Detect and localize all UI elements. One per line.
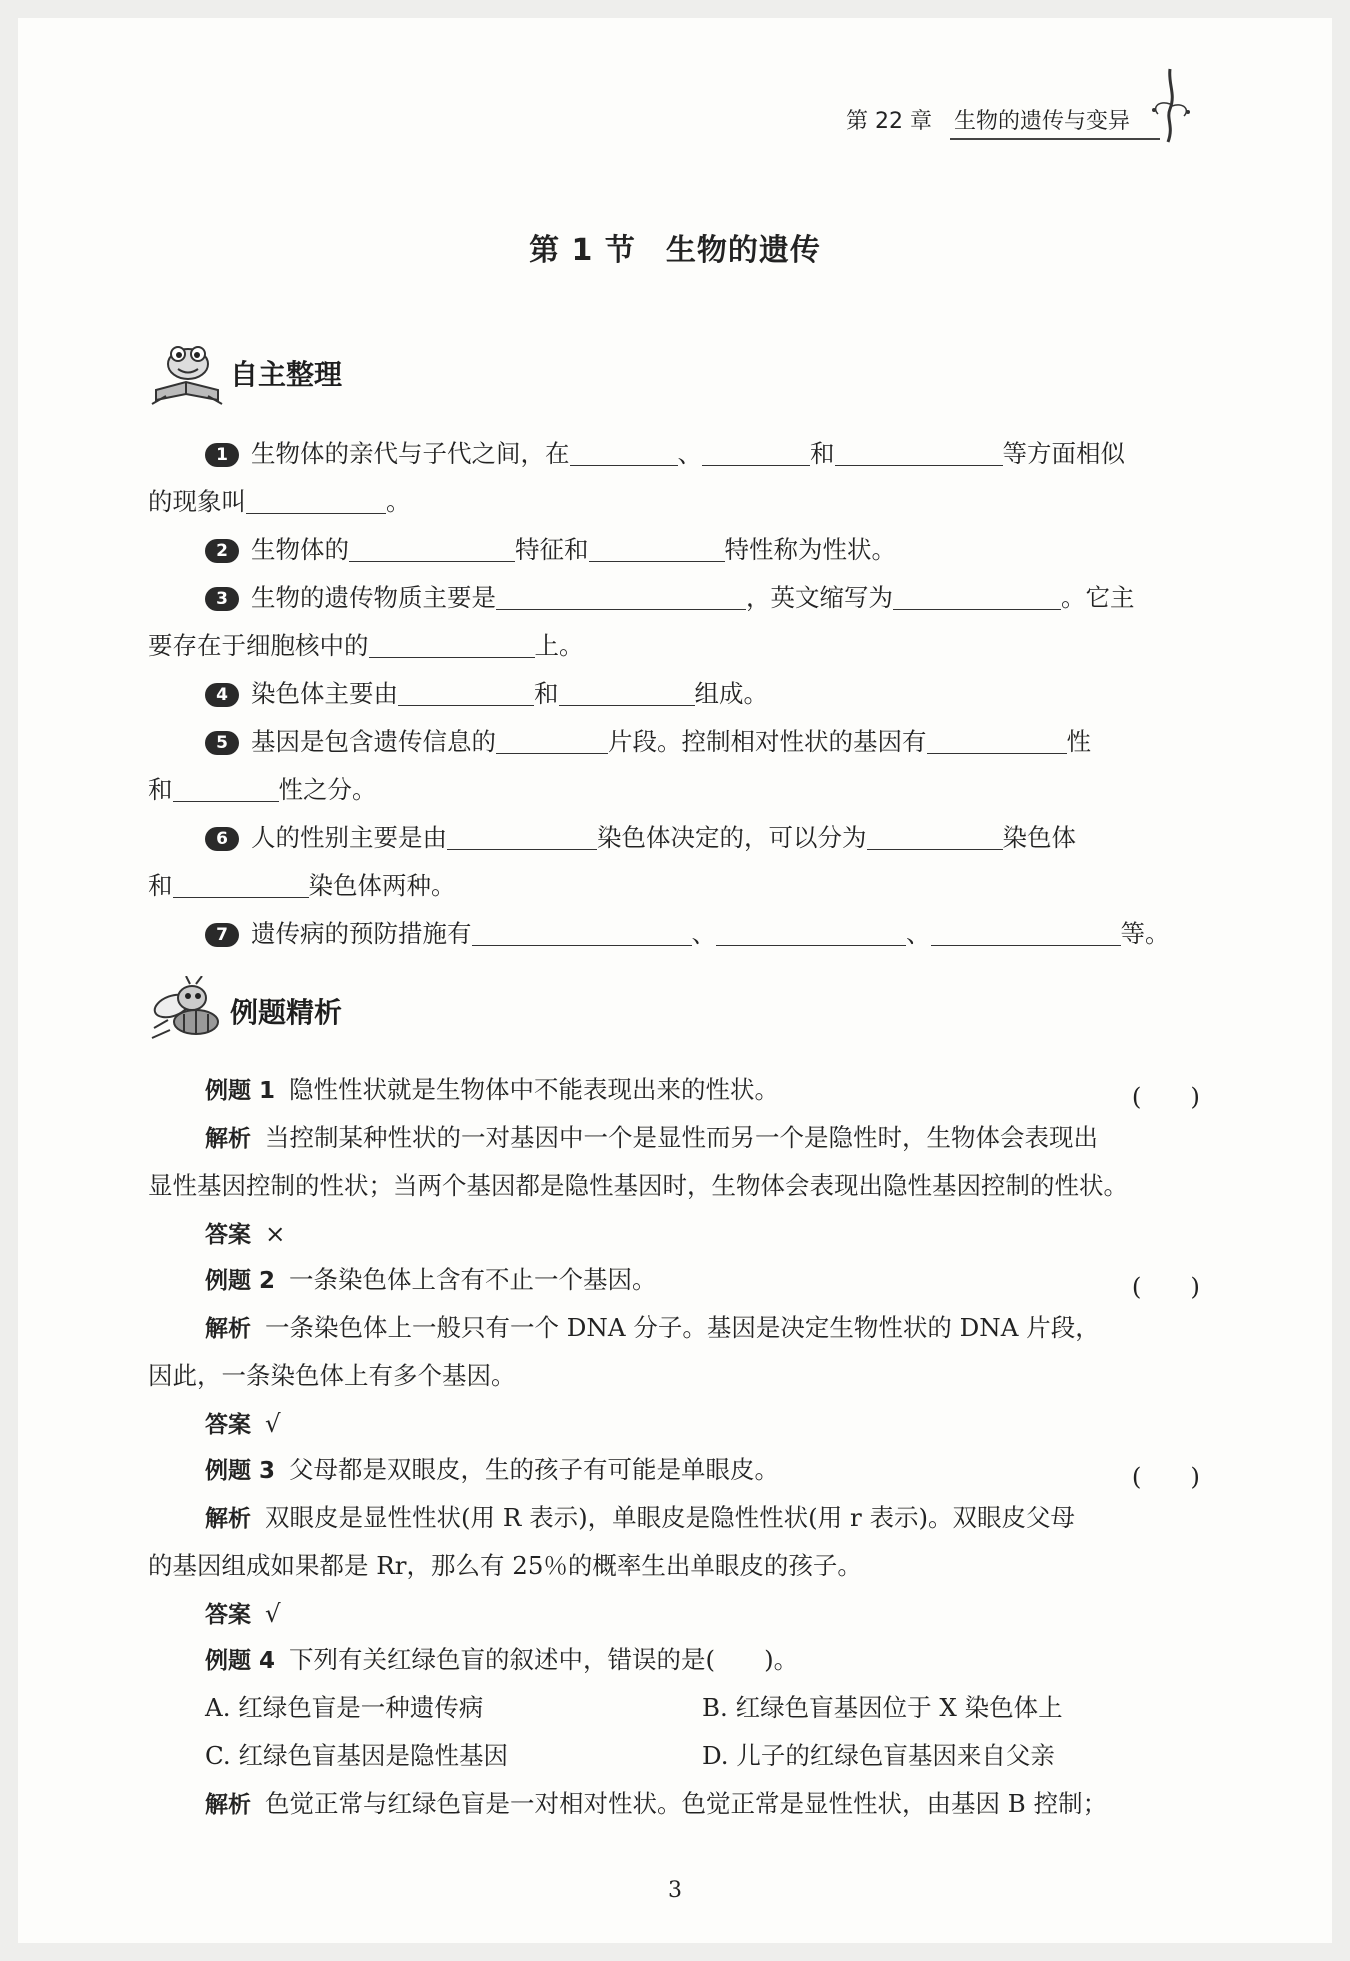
answer-label: 答案 bbox=[205, 1412, 251, 1438]
example-1-question bbox=[205, 1075, 780, 1104]
item-number-badge: 5 bbox=[205, 731, 239, 755]
item-text: 生物的遗传物质主要是 bbox=[251, 583, 496, 612]
example-question: 隐性性状就是生物体中不能表现出来的性状。 bbox=[289, 1075, 780, 1104]
fill-blank[interactable] bbox=[496, 731, 608, 754]
answer-paren[interactable]: ( ) bbox=[1131, 1272, 1200, 1301]
self-study-item-5-cont bbox=[148, 775, 377, 804]
self-study-item-1 bbox=[205, 439, 1125, 468]
fill-blank[interactable] bbox=[173, 779, 279, 802]
fill-blank[interactable] bbox=[369, 635, 535, 658]
item-text: 特征和 bbox=[515, 535, 589, 564]
item-text: 。它主 bbox=[1061, 583, 1135, 612]
answer-label: 答案 bbox=[205, 1222, 251, 1248]
item-text: 基因是包含遗传信息的 bbox=[251, 727, 496, 756]
section-number: 第 1 节 bbox=[529, 233, 636, 268]
example-3-question bbox=[205, 1455, 780, 1484]
fill-blank[interactable] bbox=[246, 491, 386, 514]
fill-blank[interactable] bbox=[927, 731, 1067, 754]
examples-title: 例题精析 bbox=[230, 996, 343, 1029]
page-number: 3 bbox=[668, 1878, 682, 1903]
analysis-text: 双眼皮是显性性状(用 R 表示)，单眼皮是隐性性状(用 r 表示)。双眼皮父母 bbox=[265, 1503, 1076, 1532]
example-2-analysis bbox=[205, 1313, 1100, 1342]
fill-blank[interactable] bbox=[173, 875, 309, 898]
item-number-badge: 6 bbox=[205, 827, 239, 851]
fill-blank[interactable] bbox=[398, 683, 534, 706]
example-label: 例题 2 bbox=[205, 1268, 276, 1294]
item-text: 。 bbox=[386, 487, 411, 516]
self-study-item-4 bbox=[205, 679, 768, 708]
self-study-heading bbox=[146, 338, 342, 408]
fill-blank[interactable] bbox=[867, 827, 1003, 850]
analysis-text: 的基因组成如果都是 Rr，那么有 25％的概率生出单眼皮的孩子。 bbox=[148, 1551, 862, 1580]
item-text: 和 bbox=[148, 871, 173, 900]
item-text: 要存在于细胞核中的 bbox=[148, 631, 369, 660]
option-a[interactable]: A. 红绿色盲是一种遗传病 bbox=[205, 1693, 484, 1722]
item-text: 染色体主要由 bbox=[251, 679, 398, 708]
example-2-question bbox=[205, 1265, 657, 1294]
item-text: 性之分。 bbox=[278, 775, 377, 804]
item-text: 、 bbox=[677, 439, 702, 468]
flower-ornament-icon bbox=[1140, 64, 1200, 144]
self-study-item-2 bbox=[205, 535, 896, 564]
example-4-question bbox=[205, 1645, 799, 1674]
fill-blank[interactable] bbox=[496, 587, 746, 610]
analysis-text: 显性基因控制的性状；当两个基因都是隐性基因时，生物体会表现出隐性基因控制的性状。 bbox=[148, 1171, 1128, 1200]
option-b[interactable]: B. 红绿色盲基因位于 X 染色体上 bbox=[702, 1693, 1063, 1722]
chapter-title: 第 22 章 生物的遗传与变异 bbox=[846, 109, 1130, 134]
example-2-answer bbox=[205, 1409, 281, 1438]
item-number-badge: 1 bbox=[205, 443, 239, 467]
fill-blank[interactable] bbox=[835, 443, 1003, 466]
example-3-analysis bbox=[205, 1503, 1076, 1532]
self-study-item-6-cont bbox=[148, 871, 456, 900]
item-text: 等方面相似 bbox=[1002, 439, 1125, 468]
section-title bbox=[0, 225, 1350, 269]
answer-paren[interactable]: ( ) bbox=[1131, 1462, 1200, 1491]
fill-blank[interactable] bbox=[589, 539, 725, 562]
fill-blank[interactable] bbox=[570, 443, 678, 466]
example-question: 一条染色体上含有不止一个基因。 bbox=[289, 1265, 657, 1294]
option-d[interactable]: D. 儿子的红绿色盲基因来自父亲 bbox=[702, 1741, 1055, 1770]
fill-blank[interactable] bbox=[559, 683, 695, 706]
example-label: 例题 1 bbox=[205, 1078, 276, 1104]
header-rule bbox=[950, 138, 1160, 140]
fill-blank[interactable] bbox=[349, 539, 515, 562]
example-1-answer bbox=[205, 1219, 286, 1248]
item-text: 性 bbox=[1066, 727, 1091, 756]
example-label: 例题 4 bbox=[205, 1648, 276, 1674]
fill-blank[interactable] bbox=[702, 443, 810, 466]
item-text: 染色体决定的，可以分为 bbox=[597, 823, 867, 852]
fill-blank[interactable] bbox=[931, 923, 1121, 946]
item-text: 人的性别主要是由 bbox=[251, 823, 447, 852]
answer-mark: × bbox=[265, 1219, 286, 1248]
item-text: 上。 bbox=[534, 631, 584, 660]
self-study-title: 自主整理 bbox=[230, 358, 343, 391]
analysis-label: 解析 bbox=[205, 1316, 251, 1342]
item-text: 和 bbox=[534, 679, 559, 708]
running-header bbox=[846, 104, 1200, 144]
item-number-badge: 2 bbox=[205, 539, 239, 563]
answer-label: 答案 bbox=[205, 1602, 251, 1628]
analysis-label: 解析 bbox=[205, 1792, 251, 1818]
analysis-label: 解析 bbox=[205, 1126, 251, 1152]
answer-mark: √ bbox=[265, 1409, 281, 1438]
analysis-text: 因此，一条染色体上有多个基因。 bbox=[148, 1361, 516, 1390]
answer-paren[interactable]: ( ) bbox=[1131, 1082, 1200, 1111]
examples-heading bbox=[146, 976, 342, 1046]
analysis-text: 色觉正常与红绿色盲是一对相对性状。色觉正常是显性性状，由基因 B 控制； bbox=[265, 1789, 1108, 1818]
fill-blank[interactable] bbox=[716, 923, 906, 946]
self-study-item-5 bbox=[205, 727, 1091, 756]
example-4-analysis bbox=[205, 1789, 1108, 1818]
self-study-item-7 bbox=[205, 919, 1170, 948]
item-text: 的现象叫 bbox=[148, 487, 246, 516]
item-text: 生物体的亲代与子代之间，在 bbox=[251, 439, 570, 468]
analysis-label: 解析 bbox=[205, 1506, 251, 1532]
example-question: 下列有关红绿色盲的叙述中，错误的是( )。 bbox=[289, 1645, 799, 1674]
item-text: 等。 bbox=[1120, 919, 1170, 948]
item-text: 片段。控制相对性状的基因有 bbox=[608, 727, 927, 756]
option-c[interactable]: C. 红绿色盲基因是隐性基因 bbox=[205, 1741, 508, 1770]
example-1-analysis bbox=[205, 1123, 1098, 1152]
item-text: 组成。 bbox=[694, 679, 768, 708]
example-question: 父母都是双眼皮，生的孩子有可能是单眼皮。 bbox=[289, 1455, 780, 1484]
frog-reading-icon bbox=[146, 338, 228, 408]
self-study-item-3-cont bbox=[148, 631, 584, 660]
analysis-text: 一条染色体上一般只有一个 DNA 分子。基因是决定生物性状的 DNA 片段， bbox=[265, 1313, 1100, 1342]
item-number-badge: 4 bbox=[205, 683, 239, 707]
self-study-item-1-cont bbox=[148, 487, 411, 516]
item-text: 染色体两种。 bbox=[308, 871, 456, 900]
item-text: 遗传病的预防措施有 bbox=[251, 919, 472, 948]
item-text: 和 bbox=[810, 439, 835, 468]
item-text: 、 bbox=[906, 919, 931, 948]
fill-blank[interactable] bbox=[472, 923, 692, 946]
fill-blank[interactable] bbox=[447, 827, 597, 850]
analysis-text: 当控制某种性状的一对基因中一个是显性而另一个是隐性时，生物体会表现出 bbox=[265, 1123, 1098, 1152]
self-study-item-3 bbox=[205, 583, 1135, 612]
item-text: 生物体的 bbox=[251, 535, 349, 564]
item-text: 、 bbox=[691, 919, 716, 948]
answer-mark: √ bbox=[265, 1599, 281, 1628]
item-text: 染色体 bbox=[1002, 823, 1076, 852]
example-3-answer bbox=[205, 1599, 281, 1628]
self-study-item-6 bbox=[205, 823, 1076, 852]
item-text: ，英文缩写为 bbox=[746, 583, 893, 612]
fill-blank[interactable] bbox=[893, 587, 1061, 610]
item-text: 和 bbox=[148, 775, 173, 804]
item-text: 特性称为性状。 bbox=[724, 535, 896, 564]
example-label: 例题 3 bbox=[205, 1458, 276, 1484]
bee-mascot-icon bbox=[146, 976, 228, 1046]
item-number-badge: 7 bbox=[205, 923, 239, 947]
item-number-badge: 3 bbox=[205, 587, 239, 611]
section-name: 生物的遗传 bbox=[665, 233, 821, 268]
